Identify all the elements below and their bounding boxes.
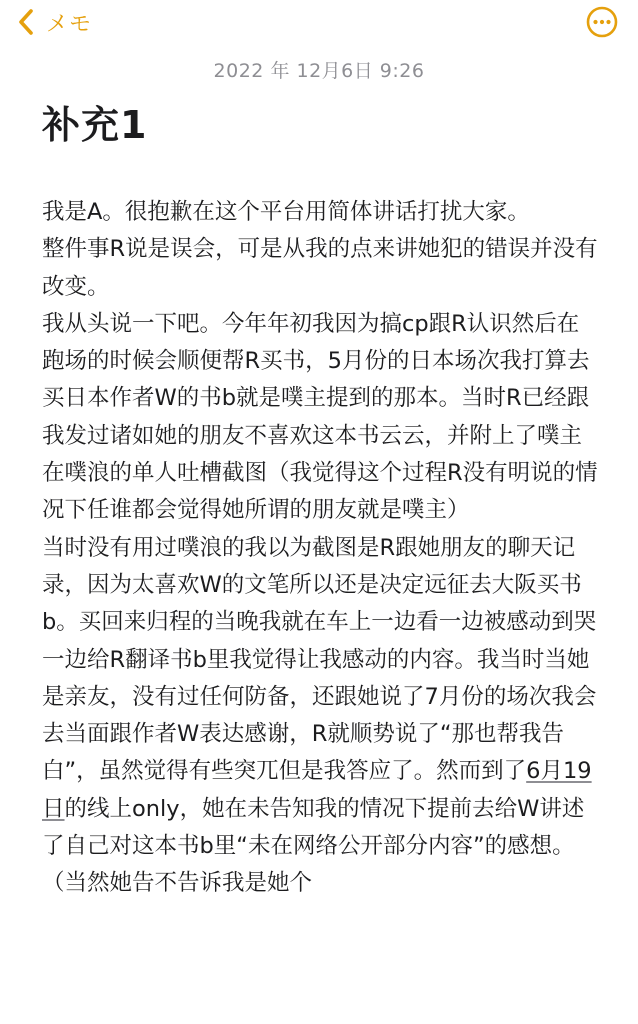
note-title: 补充1 [42,103,148,147]
paragraph-events-text: 当时没有用过噗浪的我以为截图是R跟她朋友的聊天记录，因为太喜欢W的文笔所以还是决定远征去大阪买书b。买回来归程的当晚我就在车上一边看一边被感动到哭一边给R翻译书b里我觉得让我感动的内容。我当时当她是亲友，没有过任何防备，还跟她说了7月份的场次我会去当面跟作者W表达感谢，R就顺势说了“那也帮我告白”，虽然觉得有些突兀但是我答应了。然而到了 [42,534,597,785]
note-body[interactable] [42,194,598,903]
paragraph-misunderstanding: 整件事R说是误会，可是从我的点来讲她犯的错误并没有改变。 [42,236,598,300]
back-button[interactable] [14,4,92,40]
chevron-left-icon [14,7,40,37]
paragraph-intro: 我是A。很抱歉在这个平台用简体讲话打扰大家。 [42,199,530,225]
paragraph-events-continued: 的线上only，她在未告知我的情况下提前去给W讲述了自己对这本书b里“未在网络公开部分内容”的感想。（当然她告不告诉我是她个 [42,795,585,897]
ellipsis-circle-icon[interactable] [586,6,618,38]
note-date: 2022 年 12月6日 9:26 [213,60,425,82]
paragraph-background: 我从头说一下吧。今年年初我因为搞cp跟R认识然后在跑场的时候会顺便帮R买书，5月份的日本场次我打算去买日本作者W的书b就是噗主提到的那本。当时R已经跟我发过诸如她的朋友不喜欢这本书云云，并附上了噗主在噗浪的单人吐槽截图（我觉得这个过程R没有明说的情况下任谁都会觉得她所谓的朋友就是噗主） [42,310,598,524]
back-button-label: メモ [46,11,93,37]
paragraph-events [42,530,598,903]
navigation-bar [0,0,638,46]
date-link[interactable]: 6月19日 [42,758,592,822]
